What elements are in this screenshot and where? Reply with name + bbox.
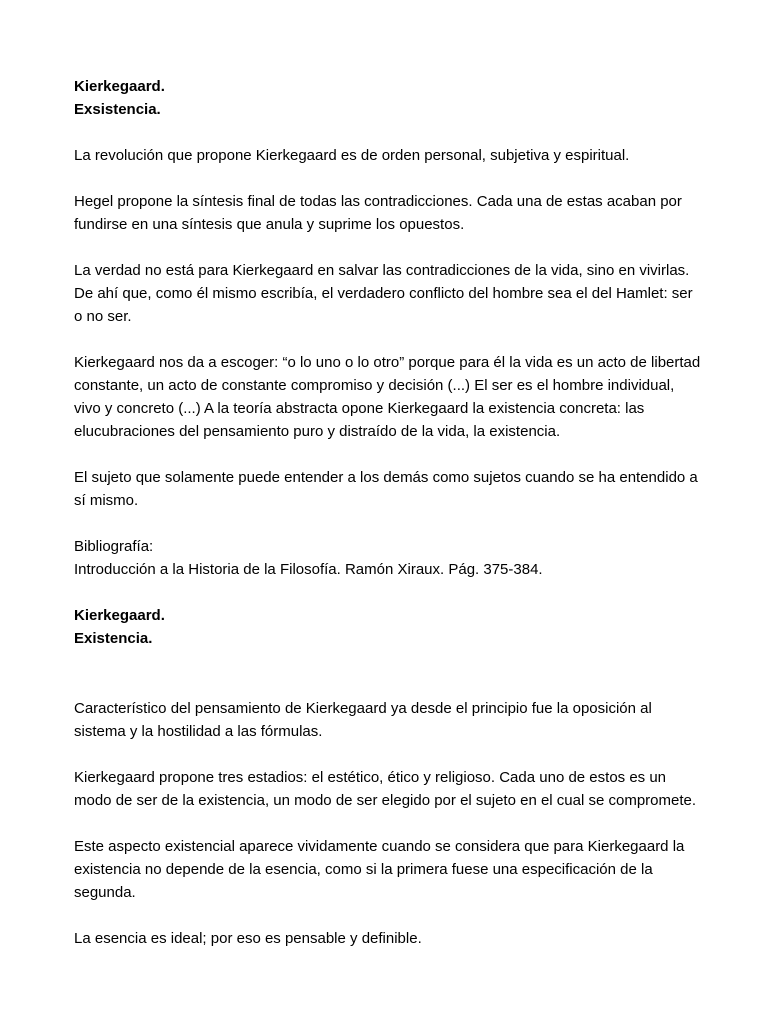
section-2-paragraph-1: Característico del pensamiento de Kierkegaard ya desde el principio fue la oposición al sistema y la hostilidad a las fórmulas. xyxy=(74,700,652,740)
section-1-paragraph-1: La revolución que propone Kierkegaard es de orden personal, subjetiva y espiritual. xyxy=(74,147,630,164)
section-2-paragraph-3: Este aspecto existencial aparece vividamente cuando se considera que para Kierkegaard la existencia no depende de la esencia, como si la primera fuese una especificación de la segunda. xyxy=(74,838,685,901)
section-1-title: Kierkegaard. xyxy=(74,78,165,95)
section-1-paragraph-4: Kierkegaard nos da a escoger: “o lo uno o lo otro” porque para él la vida es un acto de libertad constante, un acto de constante compromiso y decisión (...) El ser es el hombre individual, vivo y concreto (...) A la teoría abstracta opone Kierkegaard la existencia concreta: las elucubraciones del pensamiento puro y distraído de la vida, la existencia. xyxy=(74,354,701,440)
bibliography xyxy=(74,535,704,581)
section-2-paragraph-4: La esencia es ideal; por eso es pensable y definible. xyxy=(74,930,422,947)
section-2-paragraph-2: Kierkegaard propone tres estadios: el estético, ético y religioso. Cada uno de estos es un modo de ser de la existencia, un modo de ser elegido por el sujeto en el cual se compromete. xyxy=(74,769,697,809)
section-2-heading xyxy=(74,604,704,650)
section-1-subtitle: Exsistencia. xyxy=(74,101,161,118)
document-page xyxy=(74,75,704,973)
section-1-paragraph-3: La verdad no está para Kierkegaard en salvar las contradicciones de la vida, sino en vivirlas. De ahí que, como él mismo escribía, el verdadero conflicto del hombre sea el del Hamlet: ser o no ser. xyxy=(74,262,693,325)
bibliography-entry: Introducción a la Historia de la Filosofía. Ramón Xiraux. Pág. 375-384. xyxy=(74,561,543,578)
section-1-paragraph-2: Hegel propone la síntesis final de todas las contradicciones. Cada una de estas acaban por fundirse en una síntesis que anula y suprime los opuestos. xyxy=(74,193,682,233)
section-2-title: Kierkegaard. xyxy=(74,607,165,624)
section-1-paragraph-5: El sujeto que solamente puede entender a los demás como sujetos cuando se ha entendido a sí mismo. xyxy=(74,469,698,509)
section-1-heading xyxy=(74,75,704,121)
section-2-subtitle: Existencia. xyxy=(74,630,153,647)
bibliography-label: Bibliografía: xyxy=(74,538,154,555)
